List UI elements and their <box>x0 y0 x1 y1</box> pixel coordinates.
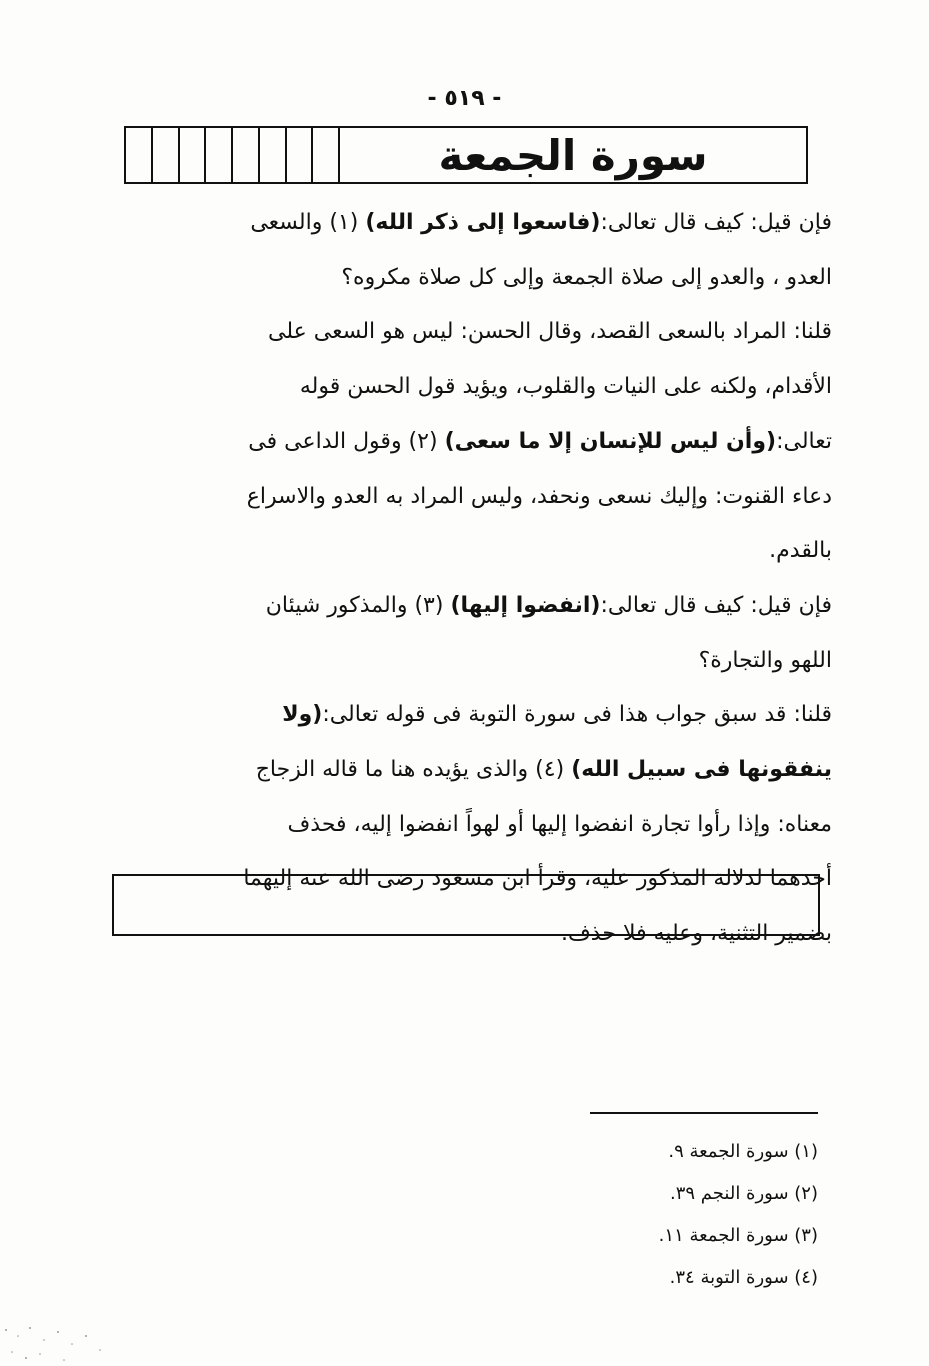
question-text: (١) والسعى <box>250 210 359 235</box>
quran-quote: (انفضوا إليها) <box>450 592 601 618</box>
quran-quote: (فاسعوا إلى ذكر الله) <box>365 210 601 235</box>
passage-line <box>116 688 832 743</box>
footnote: (٢) سورة النجم ٣٩. <box>670 1183 818 1204</box>
passage-line: اللهو والتجارة؟ <box>698 647 832 673</box>
passage-line <box>116 415 832 470</box>
footnotes <box>560 1131 818 1299</box>
question-lead: فإن قيل: كيف قال تعالى: <box>600 592 832 618</box>
page-number: - ٥١٩ - <box>427 86 502 111</box>
passage-line: قلنا: المراد بالسعى القصد، وقال الحسن: ليس هو السعى على <box>268 319 832 345</box>
passage-line <box>116 743 832 798</box>
passage <box>116 196 832 962</box>
scan-specks <box>0 1300 140 1366</box>
footnote-separator <box>590 1112 818 1114</box>
answer-text: (٤) والذى يؤيده هنا ما قاله الزجاج <box>255 757 565 783</box>
answer-text: قلنا: قد سبق جواب هذا فى سورة التوبة فى قوله تعالى: <box>322 702 832 728</box>
passage-line: بضمير التثنية، وعليه فلا حذف. <box>561 921 832 947</box>
decorative-stripes <box>126 128 340 182</box>
surah-title-frame <box>124 126 808 184</box>
footnote: (٤) سورة التوبة ٣٤. <box>669 1267 818 1288</box>
section-end-box <box>112 874 820 936</box>
passage-line: أحدهما لدلالة المذكور عليه، وقرأ ابن مسعود رضى الله عنه إليهما <box>243 866 832 892</box>
passage-line: بالقدم. <box>769 538 832 564</box>
passage-line <box>116 196 832 251</box>
answer-text: تعالى: <box>776 428 832 454</box>
quran-quote: (وأن ليس للإنسان إلا ما سعى) <box>444 428 777 454</box>
passage-line: معناه: وإذا رأوا تجارة انفضوا إليها أو لهواً انفضوا إليه، فحذف <box>287 811 832 837</box>
passage-line: العدو ، والعدو إلى صلاة الجمعة وإلى كل صلاة مكروه؟ <box>341 264 832 290</box>
footnote: (١) سورة الجمعة ٩. <box>668 1141 818 1162</box>
passage-line: الأقدام، ولكنه على النيات والقلوب، ويؤيد قول الحسن قوله <box>299 374 832 400</box>
quran-quote: ينفقونها فى سبيل الله) <box>571 757 832 783</box>
surah-title: سورة الجمعة <box>438 130 708 180</box>
answer-text: (٢) وقول الداعى فى <box>248 428 438 454</box>
passage-line: دعاء القنوت: وإليك نسعى ونحفد، وليس المراد به العدو والاسراع <box>246 483 832 509</box>
question-text: (٣) والمذكور شيئان <box>265 592 444 618</box>
quran-quote: (ولا <box>282 702 323 728</box>
footnote: (٣) سورة الجمعة ١١. <box>658 1225 818 1246</box>
question-lead: فإن قيل: كيف قال تعالى: <box>600 210 832 235</box>
passage-line <box>116 579 832 634</box>
